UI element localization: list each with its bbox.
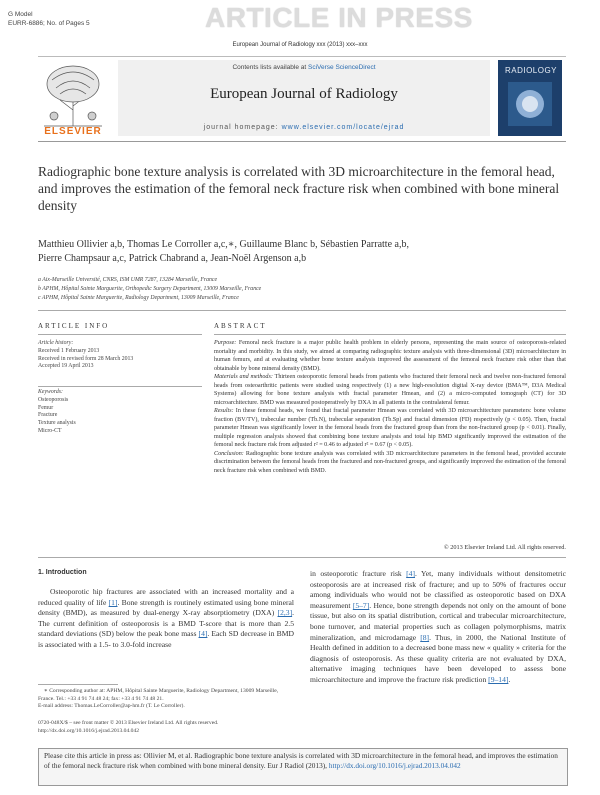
history-label: Article history: [38, 340, 74, 346]
keyword-item: Texture analysis [38, 420, 76, 427]
history-revised: Received in revised form 28 March 2013 [38, 355, 134, 362]
results-label: Results: [214, 408, 234, 414]
author-list [38, 238, 566, 266]
elsevier-tree-logo-icon [38, 60, 108, 128]
affiliation-c: c APHM, Hôpital Sainte Marguerite, Radiology Department, 13009 Marseille, France [38, 295, 239, 301]
footnote [38, 688, 294, 711]
divider [214, 334, 566, 335]
body-text: in osteoporotic fracture risk [310, 569, 402, 578]
sciencedirect-link[interactable]: SciVerse ScienceDirect [307, 64, 376, 71]
keywords-label: Keywords: [38, 389, 63, 395]
keyword-item: Femur [38, 404, 54, 411]
journal-citation-top: European Journal of Radiology xxx (2013) xxx–xxx [232, 42, 368, 48]
contents-prefix: Contents lists available at [232, 64, 307, 71]
issn-block [38, 720, 294, 735]
article-info-heading: ARTICLE INFO [38, 322, 110, 330]
divider [38, 557, 566, 558]
intro-paragraph-continued [310, 569, 566, 686]
cover-title: RADIOLOGY [504, 66, 558, 75]
divider [38, 334, 202, 335]
keyword-item: Micro-CT [38, 427, 62, 434]
body-text: . Each SD decrease in BMD is associated with a 1.5- to 3.0-fold increase [38, 629, 294, 649]
article-code: EURR-6886; [8, 20, 45, 27]
abstract-purpose [214, 339, 566, 373]
abstract-results [214, 407, 566, 450]
body-text: . [508, 674, 511, 684]
contents-line [118, 64, 490, 71]
journal-name: European Journal of Radiology [210, 86, 398, 102]
body-text: . Bone strength is routinely estimated using bone mineral density (BMD), as measured by dual-energy X-ray absorptiometry (DXA) [38, 597, 294, 618]
divider [38, 386, 202, 387]
body-text: . The current definition of osteoporosis is a BMD T-score that is more than 2.5 standard deviations (SD) below the peak bone mass [38, 608, 295, 639]
author-email[interactable]: E-mail address: Thomas.LeCorroller@ap-hm.fr (T. Le Corroller). [38, 703, 185, 710]
abstract-conclusion [214, 450, 566, 476]
abstract-methods [214, 373, 566, 407]
publisher-name: ELSEVIER [44, 126, 102, 137]
article-in-press-banner: ARTICLE IN PRESS [205, 2, 473, 33]
abstract-heading: ABSTRACT [214, 322, 267, 330]
history-received: Received 1 February 2013 [38, 347, 100, 354]
authors-line-1: Matthieu Ollivier a,b, Thomas Le Corroller a,c,∗, Guillaume Blanc b, Sébastien Parratte a,b, [38, 239, 409, 250]
purpose-label: Purpose: [214, 340, 237, 346]
issn-line: 0720-048X/$ – see front matter © 2013 Elsevier Ireland Ltd. All rights reserved. [38, 720, 219, 726]
abstract-body [214, 339, 566, 475]
reference-link[interactable]: [5–7] [352, 600, 370, 610]
reference-link[interactable]: [4] [406, 569, 416, 578]
body-text: . Thus, in 2000, the National Institute of Health defined in addition to a decreased bone mass new « quality » criteria for the diagnosis of osteoporosis. As these quality criteria are not evaluated by DXA, alternative imaging techniques have been developed to assess bone microarchitecture and improve the fracture risk prediction [310, 632, 566, 684]
page-count: No. of Pages 5 [46, 20, 90, 27]
divider [38, 310, 566, 311]
affiliations [38, 276, 566, 303]
doi-link[interactable]: http://dx.doi.org/10.1016/j.ejrad.2013.04.042 [38, 727, 140, 734]
keywords [38, 389, 202, 436]
affiliation-a: a Aix-Marseille Université, CNRS, ISM UMR 7287, 13284 Marseille, France [38, 277, 218, 283]
keyword-item: Fracture [38, 412, 58, 419]
methods-label: Materials and methods: [214, 374, 273, 380]
reference-link[interactable]: [9–14] [488, 674, 509, 684]
copyright-notice: © 2013 Elsevier Ireland Ltd. All rights reserved. [443, 544, 566, 551]
reference-link[interactable]: [8] [420, 632, 430, 642]
cover-image-icon [508, 82, 552, 126]
conclusion-label: Conclusion: [214, 450, 244, 457]
reference-link[interactable]: [2,3] [277, 608, 293, 618]
authors-line-2: Pierre Champsaur a,c, Patrick Chabrand a, Jean-Noël Argenson a,b [38, 253, 307, 264]
gmodel-label: G Model [8, 11, 33, 18]
footnote-divider [38, 684, 118, 685]
results-text: In these femoral heads, we found that fractal parameter Hmean was correlated with 3D microarchitecture parameters: bone volume fraction (BV/TV), trabecular number (Tb.N), trabecular separation (Tb.Sp) and fractal dimension (FD) respectively (p < 0.05). Then, fractal parameter Hmean was significantly lower in the femoral heads from the fractured group than from the non-fractured group (p < 0.01). Finally, multiple regression analysis showed that combining bone texture analysis and total hip BMD significantly improved the estimation of the femoral neck fracture risk from adjusted r² = 0.46 to adjusted r² = 0.67 (p < 0.05). [214, 408, 566, 448]
cite-text [44, 751, 560, 771]
purpose-text: Femoral neck fracture is a major public health problem in elderly persons, representing the main source of osteoporosis-related mortality and morbidity. In this study, we aimed at comparing radiographic texture analysis with three-dimensional (3D) microarchitecture in human femurs, and at evaluating whether bone texture analysis improved the assessment of the femoral neck fracture risk other than that obtainable by bone mineral density (BMD). [214, 340, 566, 372]
introduction-heading: 1. Introduction [38, 569, 87, 576]
article-history [38, 340, 202, 371]
body-text: . Hence, bone strength depends not only on the amount of bone tissue, but also on its spatial distribution, cortical and trabecular microarchitecture, bone turnover, and material properties such as collagen polymorphisms, matrix mineralization, and microdamage [310, 600, 566, 642]
reference-link[interactable]: [1] [108, 597, 118, 607]
body-text: . Yet, many individuals without densitometric osteoporosis are at increased risk of fracture; and up to 50% of fractures occur among individuals who would not be classified as osteoporotic based on DXA measurement [310, 569, 567, 610]
body-column-left [38, 587, 294, 651]
history-accepted: Accepted 19 April 2013 [38, 363, 94, 370]
conclusion-text: Radiographic bone texture analysis was correlated with 3D microarchitecture parameters in the femoral head, provided accurate discrimination between the femoral heads from the fractured and non-fractured groups, and significantly improved the estimation of the femoral neck fracture risk when combined with BMD. [214, 450, 566, 474]
journal-homepage-line [118, 124, 490, 131]
methods-text: Thirteen osteoporotic femoral heads from patients who fractured their femoral neck and twelve non-fractured femoral heads from osteoarthritic patients were studied using respectively (1) a new high-resolution digital X-ray device (BMA™, D3A Medical Systems) allowing for bone texture analysis with fractal parameter Hmean, and (2) a micro-computed tomograph (CT) for 3D microarchitecture. BMD was measured postoperatively by DXA in all patients in the contralateral femur. [214, 374, 566, 406]
reference-link[interactable]: [4] [198, 629, 208, 639]
body-column-right [310, 569, 566, 686]
cite-body: Please cite this article in press as: Ollivier M, et al. Radiographic bone texture analysis is correlated with 3D microarchitecture in the femoral head, and improves the estimation of the femoral neck fracture risk when combined with bone mineral density. Eur J Radiol (2013), [44, 751, 558, 771]
corresponding-author: ∗ Corresponding author at: APHM, Hôpital Sainte Marguerite, Radiology Department, 13009 Marseille, France. Tel.: +33 4 91 74 48 24; fax: +33 4 91 74 48 21. [38, 688, 279, 702]
intro-paragraph [38, 587, 294, 651]
article-meta [8, 10, 90, 28]
body-text: Osteoporotic hip fractures are associated with an increased mortality and a reduced quality of life [38, 587, 294, 607]
cite-doi-link[interactable]: http://dx.doi.org/10.1016/j.ejrad.2013.04.042 [328, 761, 461, 771]
homepage-prefix: journal homepage: [203, 124, 279, 131]
journal-homepage-link[interactable]: www.elsevier.com/locate/ejrad [281, 124, 405, 131]
affiliation-b: b APHM, Hôpital Sainte Marguerite, Orthopedic Surgery Department, 13009 Marseille, France [38, 286, 262, 292]
paper-title: Radiographic bone texture analysis is correlated with 3D microarchitecture in the femoral head, and improves the estimation of the femoral neck fracture risk when combined with bone mineral density [38, 164, 560, 213]
keyword-item: Osteoporosis [38, 396, 69, 403]
